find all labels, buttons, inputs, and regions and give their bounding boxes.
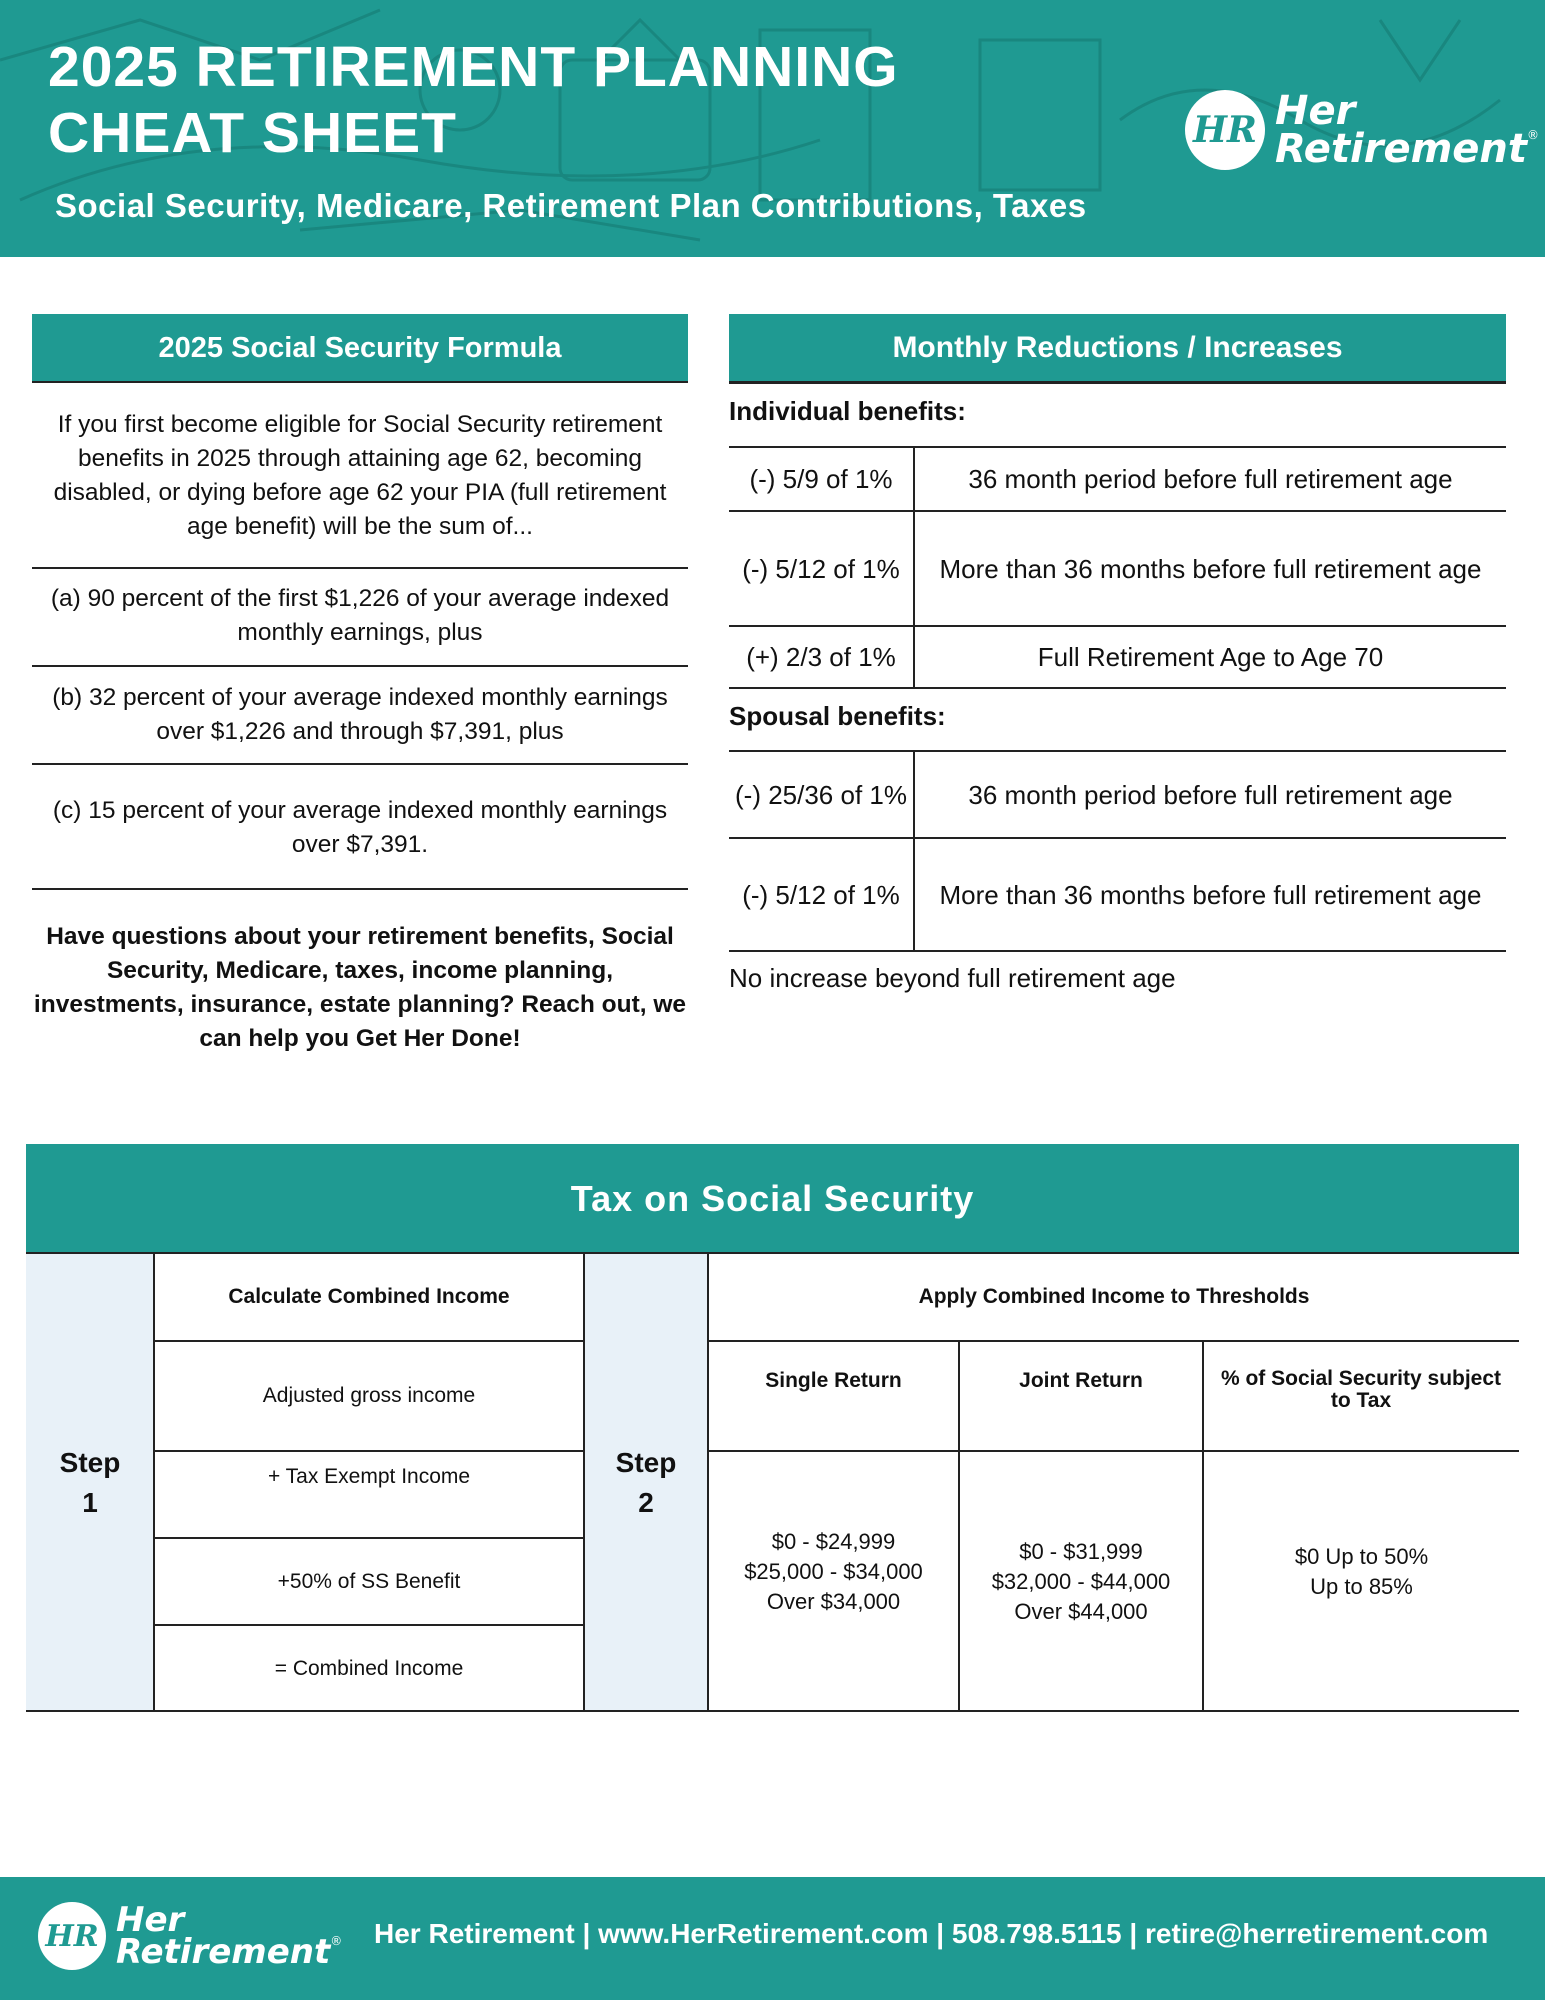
- header-logo: [1185, 90, 1539, 170]
- spousal-period-2: More than 36 months before full retirement age: [939, 879, 1482, 910]
- footer-logo: [38, 1899, 343, 1972]
- calc-combined-income-heading: Calculate Combined Income: [228, 1285, 510, 1308]
- page-title: [48, 34, 899, 166]
- col-percent-taxed: % of Social Security subject to Tax: [1220, 1367, 1502, 1412]
- logo-monogram-icon: HR: [1185, 90, 1265, 170]
- title-line-1: 2025 RETIREMENT PLANNING: [48, 35, 899, 99]
- column-divider: [583, 1254, 585, 1711]
- ss-formula-item-c: (c) 15 percent of your average indexed monthly earnings over $7,391.: [52, 797, 668, 858]
- individual-period-2: More than 36 months before full retirement age: [939, 553, 1482, 584]
- header-banner: [0, 0, 1545, 257]
- divider: [32, 665, 688, 667]
- step-1-label: Step 1: [59, 1446, 121, 1518]
- individual-rate-3: (+) 2/3 of 1%: [746, 642, 896, 672]
- col-single-return: Single Return: [765, 1369, 902, 1392]
- calc-row-ss-benefit: +50% of SS Benefit: [277, 1569, 461, 1593]
- title-line-2: CHEAT SHEET: [48, 101, 457, 165]
- divider: [729, 381, 1506, 384]
- individual-rate-1: (-) 5/9 of 1%: [749, 464, 893, 494]
- spousal-rate-2: (-) 5/12 of 1%: [742, 879, 900, 910]
- tax-heading: Tax on Social Security: [26, 1144, 1519, 1253]
- divider: [26, 1710, 1519, 1712]
- divider: [729, 950, 1506, 952]
- joint-return-thresholds: $0 - $31,999 $32,000 - $44,000 Over $44,000: [991, 1539, 1171, 1624]
- contact-call-to-action: Have questions about your retirement benefits, Social Security, Medicare, taxes, income planning, investments, insurance, estate planning? Reach out, we can help you Get Her Done!: [33, 923, 687, 1052]
- apply-thresholds-heading: Apply Combined Income to Thresholds: [918, 1285, 1310, 1308]
- calc-row-tax-exempt: + Tax Exempt Income: [267, 1465, 471, 1488]
- no-increase-note: No increase beyond full retirement age: [729, 963, 1176, 993]
- logo-wordmark: Her Retirement®: [1275, 88, 1540, 172]
- ss-formula-heading: 2025 Social Security Formula: [32, 314, 688, 382]
- single-return-thresholds: $0 - $24,999 $25,000 - $34,000 Over $34,000: [744, 1529, 923, 1614]
- ss-formula-item-a: (a) 90 percent of the first $1,226 of your average indexed monthly earnings, plus: [50, 585, 670, 646]
- individual-rate-2: (-) 5/12 of 1%: [742, 553, 900, 584]
- divider: [32, 763, 688, 765]
- ss-formula-intro: If you first become eligible for Social Security retirement benefits in 2025 through attaining age 62, becoming disabled, or dying before age 62 your PIA (full retirement age benefit) will be the sum of...: [53, 411, 667, 540]
- ss-formula-item-b: (b) 32 percent of your average indexed monthly earnings over $1,226 and through $7,391, plus: [52, 684, 668, 745]
- divider: [32, 381, 688, 383]
- percent-taxed-values: $0 Up to 50% Up to 85%: [1294, 1544, 1429, 1599]
- divider: [32, 888, 688, 890]
- page-subtitle: Social Security, Medicare, Retirement Plan Contributions, Taxes: [55, 187, 1087, 224]
- spousal-period-1: 36 month period before full retirement age: [968, 779, 1453, 810]
- footer-contact-info: Her Retirement | www.HerRetirement.com | 508.798.5115 | retire@herretirement.com: [374, 1918, 1489, 1949]
- reductions-heading: Monthly Reductions / Increases: [729, 314, 1506, 382]
- divider: [729, 687, 1506, 689]
- step-2-label: Step 2: [615, 1446, 677, 1518]
- calc-row-agi: Adjusted gross income: [262, 1384, 476, 1407]
- spousal-benefits-label: Spousal benefits:: [729, 701, 946, 731]
- column-divider: [913, 446, 915, 689]
- col-joint-return: Joint Return: [1019, 1369, 1143, 1392]
- divider: [32, 567, 688, 569]
- logo-monogram-icon: HR: [38, 1902, 106, 1970]
- logo-wordmark: Her Retirement®: [116, 1899, 343, 1972]
- individual-period-1: 36 month period before full retirement age: [968, 464, 1453, 494]
- calc-row-combined-income: = Combined Income: [274, 1656, 464, 1680]
- individual-period-3: Full Retirement Age to Age 70: [1037, 642, 1384, 672]
- spousal-rate-1: (-) 25/36 of 1%: [735, 779, 907, 810]
- individual-benefits-label: Individual benefits:: [729, 396, 966, 426]
- column-divider: [913, 750, 915, 952]
